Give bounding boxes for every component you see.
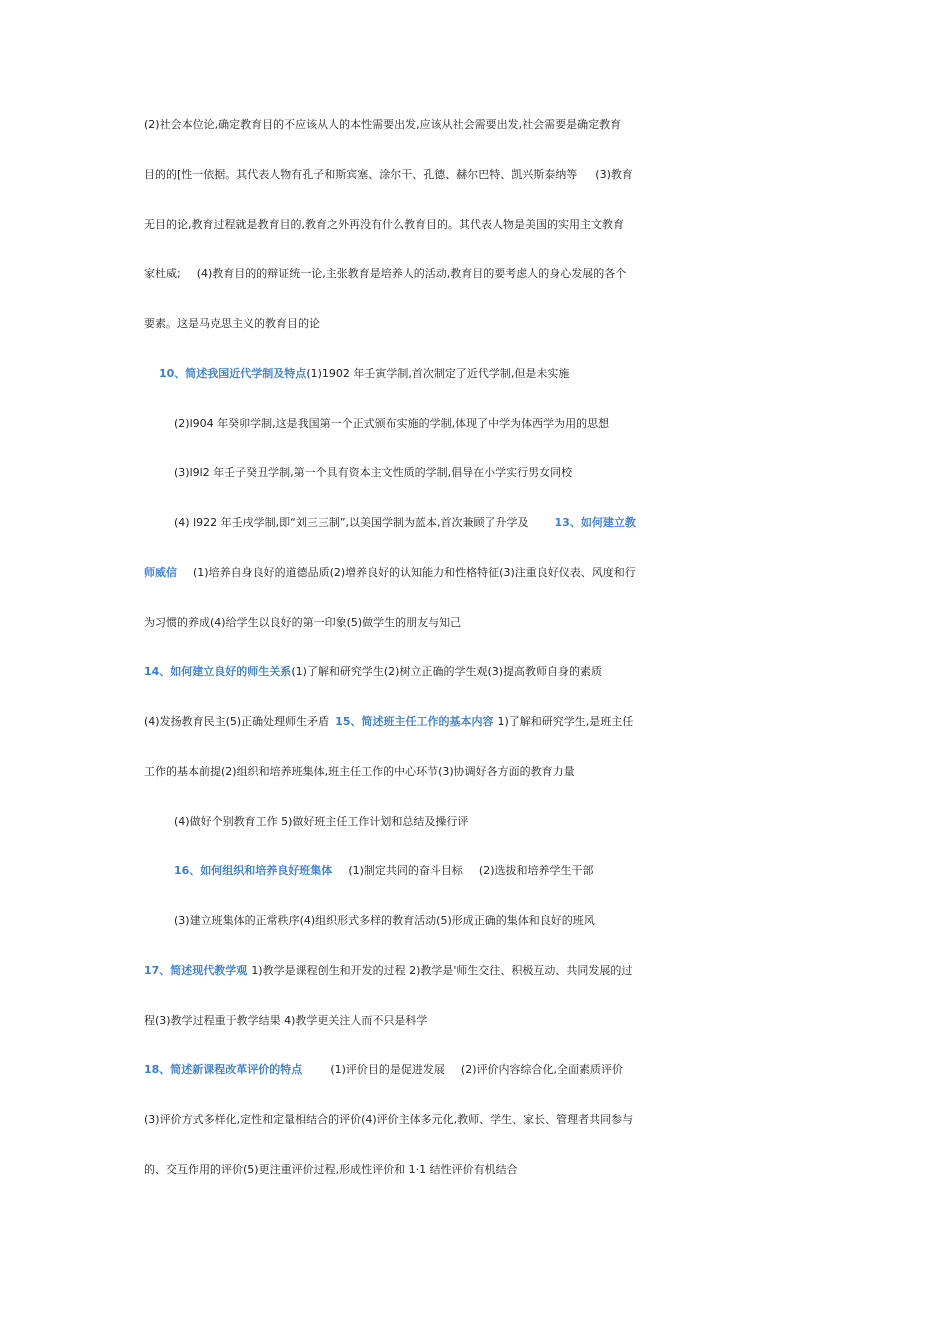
paragraph-text: 要素。这是马克思主义的教育目的论 [144, 317, 320, 330]
paragraph-text: 无目的论,教育过程就是教育目的,教育之外再没有什么教育目的。其代表人物是美国的实用主文教育 [144, 218, 624, 231]
text-line [144, 262, 824, 286]
text-line [144, 1158, 824, 1182]
question-title: 16、如何组织和培养良好班集体 [174, 864, 333, 877]
question-line [144, 660, 824, 684]
answer-text: (1)了解和研究学生(2)树立正确的学生观(3)提高教师自身的素质 [291, 665, 603, 678]
question-title: 14、如何建立良好的师生关系 [144, 665, 292, 678]
paragraph-text: 工作的基本前提(2)组织和培养班集体,班主任工作的中心环节(3)协调好各方面的教育力量 [144, 765, 575, 778]
text-line [144, 312, 824, 336]
answer-text: (1)培养自身良好的道德品质(2)增养良好的认知能力和性格特征(3)注重良好仪表、风度和行 [193, 566, 636, 579]
answer-text: 1)教学是课程创生和开发的过程 2)教学是'师生交往、积极互动、共同发展的过 [251, 964, 633, 977]
text-line [144, 760, 824, 784]
text-line [174, 412, 854, 436]
paragraph-text: 的、交互作用的评价(5)更注重评价过程,形成性评价和 1·1 结性评价有机结合 [144, 1163, 518, 1176]
answer-text: 1)了解和研究学生,是班主任 [497, 715, 634, 728]
question-line [174, 859, 854, 883]
question-title: 师威信 [144, 566, 177, 579]
question-line [144, 561, 824, 585]
answer-text: (1)评价目的是促进发展 [330, 1063, 445, 1076]
paragraph-text: 程(3)教学过程重于教学结果 4)教学更关注人而不只是科学 [144, 1014, 428, 1027]
text-line [174, 511, 854, 535]
question-line [144, 959, 824, 983]
text-line [144, 611, 824, 635]
question-line [144, 1058, 824, 1082]
question-title: 18、简述新课程改革评价的特点 [144, 1063, 303, 1076]
text-line [144, 213, 824, 237]
text-line [144, 1009, 824, 1033]
paragraph-text: (2)l904 年癸卯学制,这是我国第一个正式颁布实施的学制,体现了中学为体西学为用的思想 [174, 417, 610, 430]
text-line [144, 1108, 824, 1132]
paragraph-text: 为习惯的养成(4)给学生以良好的第一印象(5)做学生的朋友与知己 [144, 616, 462, 629]
paragraph-text: (3)建立班集体的正常秩序(4)组织形式多样的教育活动(5)形成正确的集体和良好的班风 [174, 914, 595, 927]
paragraph-text: (2)社会本位论,确定教育目的不应该从人的本性需要出发,应该从社会需要出发,社会需要是确定教育 [144, 118, 622, 131]
paragraph-text: (3)l9l2 年壬子癸丑学制,第一个具有资本主文性质的学制,倡导在小学实行男女同校 [174, 466, 573, 479]
text-line [174, 461, 854, 485]
paragraph-text: 目的的[性一依据。其代表人物有孔子和斯宾塞、涂尔干、孔德、赫尔巴特、凯兴斯泰纳等 [144, 168, 578, 181]
answer-text: (1)1902 年壬寅学制,首次制定了近代学制,但是未实施 [306, 367, 570, 380]
question-line [144, 710, 824, 734]
paragraph-text: 家杜威; [144, 267, 181, 280]
text-line [144, 113, 824, 137]
text-line [174, 909, 854, 933]
paragraph-text: (4)发扬教育民主(5)正确处理师生矛盾 [144, 715, 330, 728]
paragraph-text: (3)教育 [595, 168, 633, 181]
paragraph-text: (4)教育目的的辩证统一论,主张教育是培养人的活动,教育目的要考虑人的身心发展的各个 [196, 267, 627, 280]
paragraph-text: (3)评价方式多样化,定性和定量相结合的评价(4)评价主体多元化,教师、学生、家长、管理者共同参与 [144, 1113, 634, 1126]
paragraph-text: (4)做好个别教育工作 5)做好班主任工作计划和总结及操行评 [174, 815, 469, 828]
text-line [144, 163, 824, 187]
question-title: 13、如何建立教 [554, 516, 636, 529]
answer-text: (1)制定共同的奋斗目标 [348, 864, 463, 877]
question-title: 10、简述我国近代学制及特点 [159, 367, 307, 380]
paragraph-text: (4) l922 年壬戌学制,即“刘三三制”,以美国学制为蓝本,首次兼顾了升学及 [174, 516, 529, 529]
text-line [174, 810, 854, 834]
question-line [159, 362, 839, 386]
answer-text: (2)选拔和培养学生干部 [478, 864, 594, 877]
question-title: 17、简述现代教学观 [144, 964, 248, 977]
question-title: 15、简述班主任工作的基本内容 [335, 715, 494, 728]
answer-text: (2)评价内容综合化,全面素质评价 [460, 1063, 623, 1076]
